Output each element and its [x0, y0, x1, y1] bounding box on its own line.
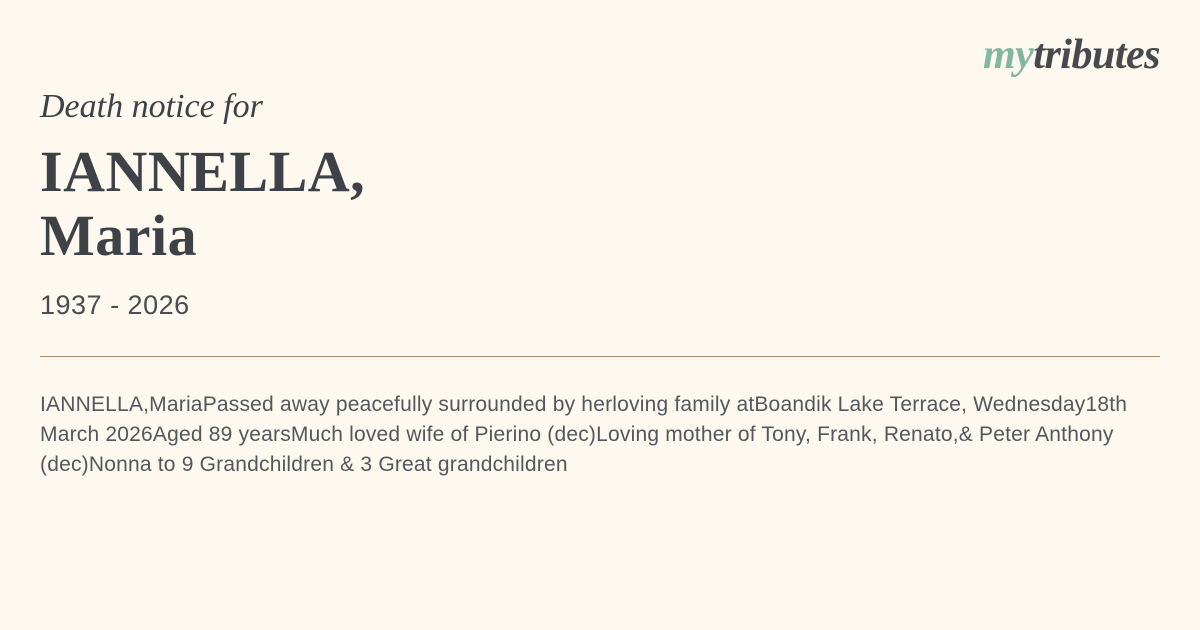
life-years: 1937 - 2026: [40, 290, 190, 320]
death-notice-label: Death notice for: [40, 88, 263, 125]
deceased-surname: IANNELLA,: [40, 139, 366, 204]
deceased-name: [40, 140, 365, 268]
mytributes-logo: [983, 34, 1160, 76]
notice-body-text: IANNELLA,MariaPassed away peacefully surrounded by herloving family atBoandik Lake Terrace, Wednesday18th March 2026Aged 89 yearsMuch loved wife of Pierino (dec)Loving mother of Tony, Frank, Renato,& Peter Anthony (dec)Nonna to 9 Grandchildren & 3 Great grandchildren: [40, 393, 1128, 476]
logo-prefix: my: [982, 32, 1034, 78]
logo-suffix: tributes: [1033, 32, 1160, 78]
deceased-given-name: Maria: [40, 203, 198, 268]
divider-rule: [40, 356, 1160, 357]
